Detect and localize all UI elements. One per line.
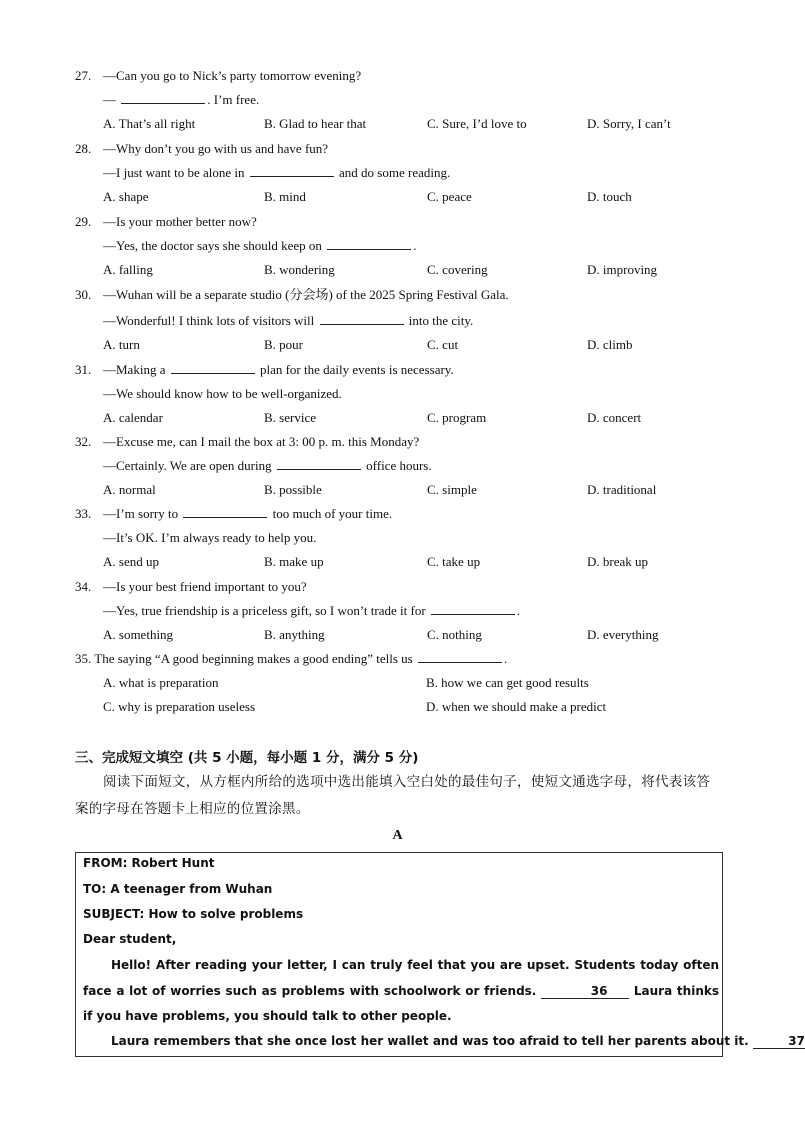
answer-blank[interactable]: [431, 603, 515, 615]
option-c[interactable]: C. cut: [427, 337, 459, 352]
options-row: [103, 554, 733, 570]
option-b[interactable]: B. how we can get good results: [426, 675, 589, 690]
letter-subject: SUBJECT: How to solve problems: [83, 907, 304, 921]
question-text: —Making a: [103, 362, 169, 377]
option-d[interactable]: D. touch: [587, 189, 632, 204]
letter-to: TO: A teenager from Wuhan: [83, 882, 273, 896]
question-text: .: [503, 651, 508, 666]
question-item: [75, 287, 735, 359]
question-text: —I’m sorry to: [103, 506, 182, 521]
question-text: —It’s OK. I’m always ready to help you.: [103, 530, 317, 545]
question-item: [75, 362, 735, 434]
option-c[interactable]: C. nothing: [427, 627, 482, 642]
question-number: 27.: [75, 68, 92, 83]
option-b[interactable]: B. wondering: [264, 262, 335, 277]
question-text: —I just want to be alone in: [103, 165, 248, 180]
answer-blank[interactable]: [320, 313, 404, 325]
paragraph-text: Laura thinks if you have problems, you should talk to other people.: [83, 983, 719, 1023]
option-a[interactable]: A. shape: [103, 189, 149, 204]
question-line: [75, 651, 507, 667]
question-line: [103, 362, 454, 378]
question-number: 30.: [75, 287, 92, 302]
question-text: —Yes, true friendship is a priceless gift, so I won’t trade it for: [103, 603, 429, 618]
question-line: [103, 141, 328, 157]
answer-blank[interactable]: [171, 362, 255, 374]
question-line: [103, 165, 450, 181]
option-c[interactable]: C. simple: [427, 482, 477, 497]
answer-blank[interactable]: [250, 165, 334, 177]
option-c[interactable]: C. peace: [427, 189, 472, 204]
question-text: into the city.: [405, 313, 474, 328]
option-a[interactable]: A. something: [103, 627, 174, 642]
option-b[interactable]: B. Glad to hear that: [264, 116, 367, 131]
question-line: [103, 506, 392, 522]
question-line: [103, 579, 307, 595]
question-text: The saying “A good beginning makes a good ending” tells us: [94, 651, 416, 666]
answer-blank[interactable]: [327, 238, 411, 250]
question-text: —Certainly. We are open during: [103, 458, 275, 473]
question-number: 33.: [75, 506, 92, 521]
question-line: [103, 434, 419, 450]
option-a[interactable]: A. That’s all right: [103, 116, 196, 131]
option-a[interactable]: A. send up: [103, 554, 159, 569]
option-a[interactable]: A. what is preparation: [103, 675, 219, 690]
option-c[interactable]: C. program: [427, 410, 487, 425]
question-text: —: [103, 92, 120, 107]
question-line: [103, 458, 432, 474]
question-text: —We should know how to be well-organized.: [103, 386, 342, 401]
answer-blank[interactable]: [183, 506, 267, 518]
option-d[interactable]: D. traditional: [587, 482, 657, 497]
question-item: [75, 434, 735, 506]
option-d[interactable]: D. improving: [587, 262, 658, 277]
question-number: 34.: [75, 579, 92, 594]
option-a[interactable]: A. falling: [103, 262, 153, 277]
option-d[interactable]: D. everything: [587, 627, 659, 642]
paragraph-text: Hello! After reading your letter, I can truly feel that you are upset. Students today often face a lot of worries such as problems with schoolwork or friends.: [83, 958, 719, 998]
question-line: [103, 603, 520, 619]
question-item: [75, 579, 735, 651]
options-row: [103, 627, 733, 643]
question-text: office hours.: [362, 458, 432, 473]
question-item: [75, 214, 735, 286]
option-a[interactable]: A. turn: [103, 337, 140, 352]
option-a[interactable]: A. normal: [103, 482, 156, 497]
question-text: —Can you go to Nick’s party tomorrow evening?: [103, 68, 362, 83]
blank-37[interactable]: 37: [753, 1034, 805, 1049]
question-text: —Yes, the doctor says she should keep on: [103, 238, 326, 253]
option-c[interactable]: C. take up: [427, 554, 481, 569]
option-a[interactable]: A. calendar: [103, 410, 163, 425]
question-line: [103, 238, 416, 254]
question-text: and do some reading.: [335, 165, 451, 180]
question-text: —Is your mother better now?: [103, 214, 257, 229]
option-b[interactable]: B. service: [264, 410, 316, 425]
question-item: [75, 141, 735, 213]
question-number: 28.: [75, 141, 92, 156]
answer-blank[interactable]: [277, 458, 361, 470]
option-b[interactable]: B. possible: [264, 482, 322, 497]
option-c[interactable]: C. Sure, I’d love to: [427, 116, 527, 131]
paragraph-text: Laura remembers that she once lost her wallet and was too afraid to tell her parents about it.: [111, 1034, 753, 1048]
question-text: —Why don’t you go with us and have fun?: [103, 141, 329, 156]
question-line: [103, 214, 257, 230]
options-row: [103, 189, 733, 205]
options-row: [103, 482, 733, 498]
option-b[interactable]: B. anything: [264, 627, 325, 642]
option-d[interactable]: D. Sorry, I can’t: [587, 116, 671, 131]
option-b[interactable]: B. make up: [264, 554, 324, 569]
question-text: plan for the daily events is necessary.: [256, 362, 454, 377]
options-row: [103, 337, 733, 353]
question-number: 31.: [75, 362, 92, 377]
option-b[interactable]: B. pour: [264, 337, 303, 352]
answer-blank[interactable]: [121, 92, 205, 104]
question-line: [103, 313, 473, 329]
letter-paragraph: [83, 1029, 805, 1055]
option-d[interactable]: D. break up: [587, 554, 649, 569]
question-number: 32.: [75, 434, 92, 449]
question-item: [75, 651, 735, 723]
option-c[interactable]: C. why is preparation useless: [103, 699, 256, 714]
question-number: 35.: [75, 651, 92, 666]
options-row: [103, 262, 733, 278]
option-d[interactable]: D. climb: [587, 337, 633, 352]
question-line: [103, 530, 316, 546]
question-text: —Wuhan will be a separate studio (分会场) of the 2025 Spring Festival Gala.: [103, 287, 509, 302]
letter-from: FROM: Robert Hunt: [83, 856, 215, 870]
section-title: 三、完成短文填空 (共 5 小题，每小题 1 分，满分 5 分): [75, 750, 419, 766]
letter-greeting: Dear student,: [83, 932, 177, 946]
options-row: [103, 410, 733, 426]
question-line: [103, 92, 259, 108]
options-row: [103, 116, 733, 132]
letter-box: [75, 852, 805, 1057]
question-text: —Excuse me, can I mail the box at 3: 00 p. m. this Monday?: [103, 434, 420, 449]
letter-paragraph: [83, 953, 719, 1030]
question-number: 29.: [75, 214, 92, 229]
question-item: [75, 506, 735, 578]
question-line: [103, 386, 342, 402]
question-text: .: [516, 603, 521, 618]
passage-label: A: [392, 828, 403, 843]
question-text: —Wonderful! I think lots of visitors will: [103, 313, 318, 328]
option-d[interactable]: D. concert: [587, 410, 642, 425]
question-line: [103, 68, 361, 84]
question-item: [75, 68, 735, 140]
question-line: [103, 287, 509, 303]
option-b[interactable]: B. mind: [264, 189, 306, 204]
question-text: too much of your time.: [269, 506, 393, 521]
question-text: . I’m free.: [207, 92, 260, 107]
option-d[interactable]: D. when we should make a predict: [426, 699, 607, 714]
answer-blank[interactable]: [418, 651, 502, 663]
section-instruction: 阅读下面短文，从方框内所给的选项中选出能填入空白处的最佳句子，使短文通选字母，将代表该答案的字母在答题卡上相应的位置涂黑。: [75, 774, 711, 817]
option-c[interactable]: C. covering: [427, 262, 488, 277]
question-text: —Is your best friend important to you?: [103, 579, 307, 594]
question-text: .: [413, 238, 417, 253]
blank-36[interactable]: 36: [541, 984, 629, 999]
